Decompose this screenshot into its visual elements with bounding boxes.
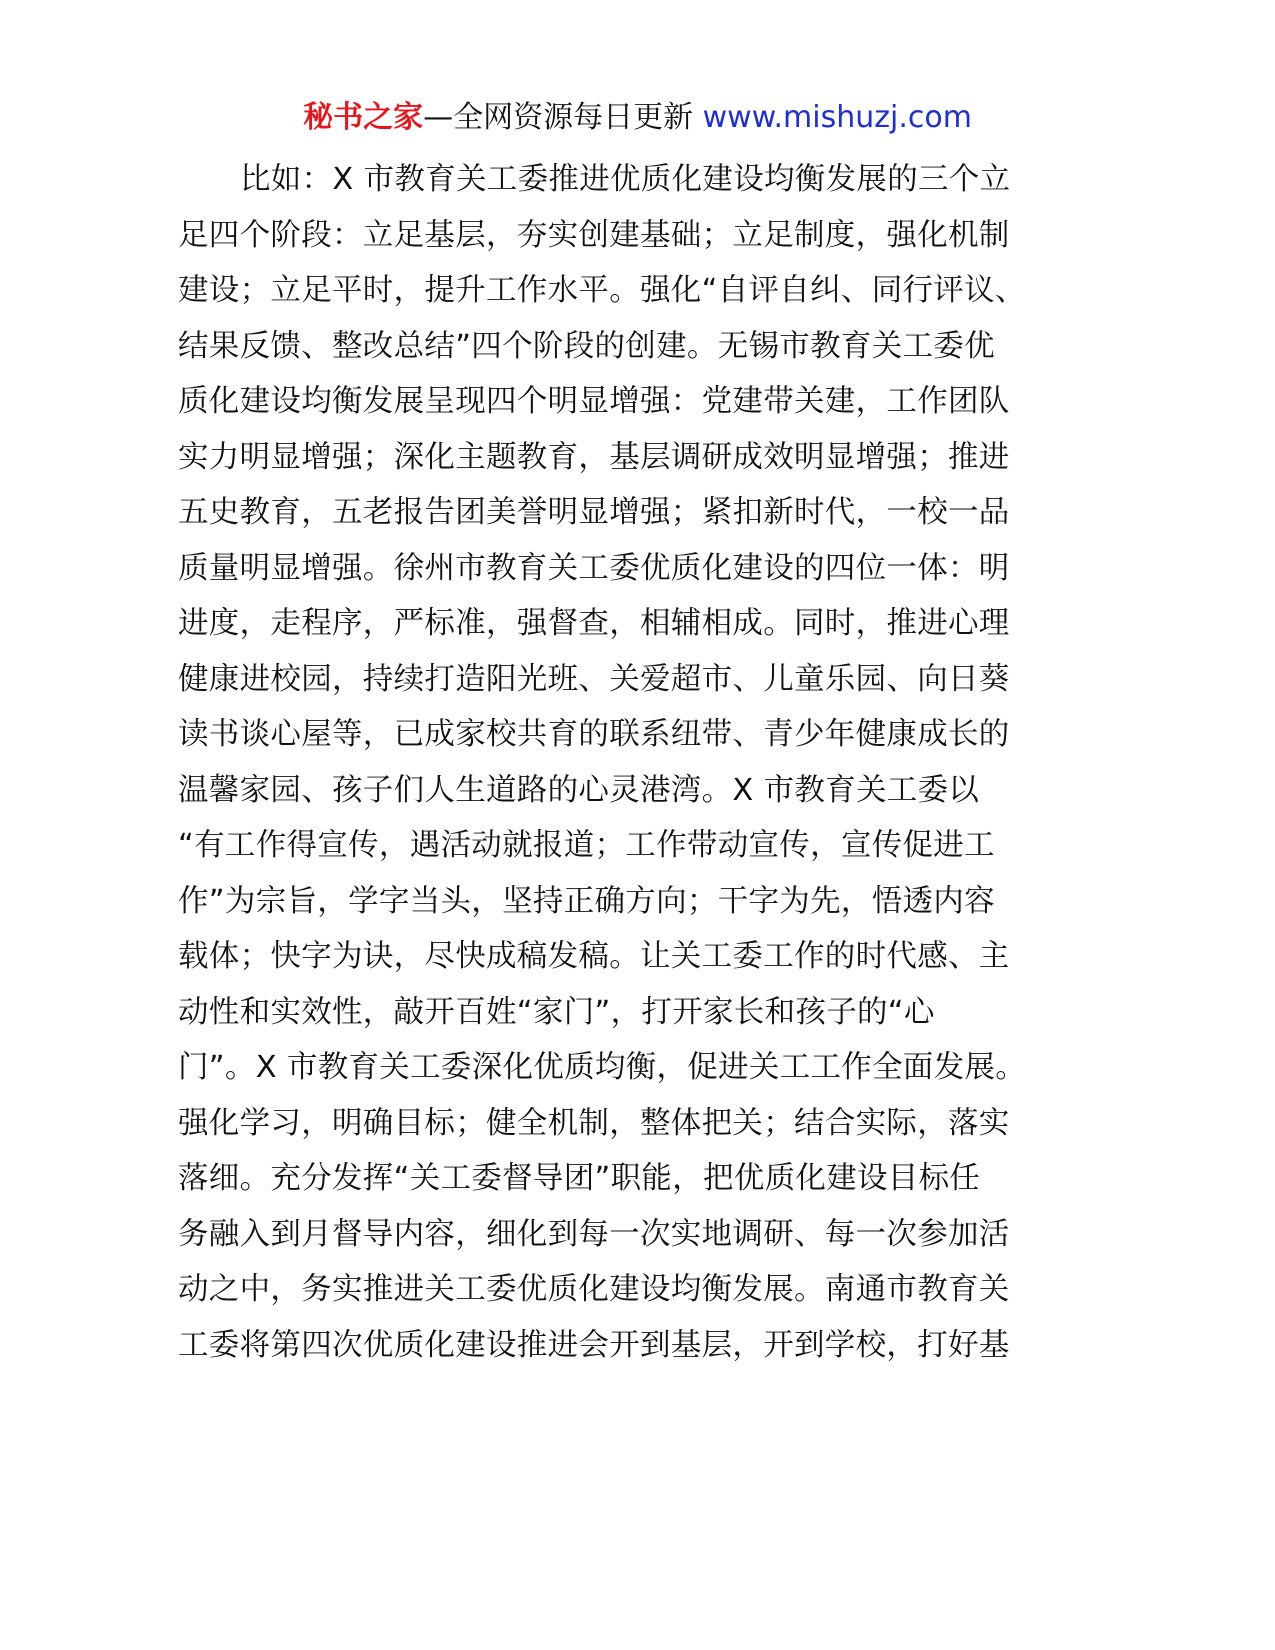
paragraph-line: 健康进校园，持续打造阳光班、关爱超市、儿童乐园、向日葵 bbox=[178, 661, 1010, 697]
paragraph-line: 落细。充分发挥“关工委督导团”职能，把优质化建设目标任 bbox=[178, 1161, 981, 1196]
paragraph-line: 比如：X 市教育关工委推进优质化建设均衡发展的三个立 bbox=[240, 162, 1011, 197]
paragraph-line: 质量明显增强。徐州市教育关工委优质化建设的四位一体：明 bbox=[178, 550, 1010, 586]
paragraph-line: 足四个阶段：立足基层，夯实创建基础；立足制度，强化机制 bbox=[178, 217, 1010, 253]
paragraph-line: 五史教育，五老报告团美誉明显增强；紧扣新时代，一校一品 bbox=[178, 495, 1010, 530]
paragraph-line: 结果反馈、整改总结”四个阶段的创建。无锡市教育关工委优 bbox=[178, 328, 995, 364]
paragraph-line: 实力明显增强；深化主题教育，基层调研成效明显增强；推进 bbox=[178, 439, 1010, 475]
site-name: 秘书之家 bbox=[303, 100, 424, 135]
paragraph-line: 动之中，务实推进关工委优质化建设均衡发展。南通市教育关 bbox=[178, 1272, 1010, 1307]
paragraph-line: 质化建设均衡发展呈现四个明显增强：党建带关建，工作团队 bbox=[178, 384, 1010, 419]
paragraph-line: 作”为宗旨，学字当头，坚持正确方向；干字为先，悟透内容 bbox=[178, 883, 995, 919]
paragraph-line: 载体；快字为诀，尽快成稿发稿。让关工委工作的时代感、主 bbox=[178, 939, 1010, 974]
paragraph-line: 门”。X 市教育关工委深化优质均衡，促进关工工作全面发展。 bbox=[178, 1050, 1027, 1085]
paragraph-line: “有工作得宣传，遇活动就报道；工作带动宣传，宣传促进工 bbox=[178, 828, 995, 863]
paragraph-line: 务融入到月督导内容，细化到每一次实地调研、每一次参加活 bbox=[178, 1216, 1010, 1252]
paragraph-line: 建设；立足平时，提升工作水平。强化“自评自纠、同行评议、 bbox=[178, 273, 1026, 308]
document-body bbox=[178, 152, 1078, 1373]
site-url-link[interactable]: www.mishuzj.com bbox=[702, 100, 972, 135]
paragraph-line: 工委将第四次优质化建设推进会开到基层，开到学校，打好基 bbox=[178, 1327, 1010, 1363]
site-tagline: —全网资源每日更新 bbox=[423, 100, 694, 135]
paragraph-line: 动性和实效性，敲开百姓“家门”，打开家长和孩子的“心 bbox=[178, 994, 935, 1030]
site-header bbox=[0, 98, 1275, 138]
paragraph-line: 强化学习，明确目标；健全机制，整体把关；结合实际，落实 bbox=[178, 1105, 1010, 1141]
paragraph-line: 读书谈心屋等，已成家校共育的联系纽带、青少年健康成长的 bbox=[178, 717, 1010, 752]
paragraph-line: 进度，走程序，严标准，强督查，相辅相成。同时，推进心理 bbox=[178, 606, 1010, 641]
paragraph-line: 温馨家园、孩子们人生道路的心灵港湾。X 市教育关工委以 bbox=[178, 772, 980, 808]
